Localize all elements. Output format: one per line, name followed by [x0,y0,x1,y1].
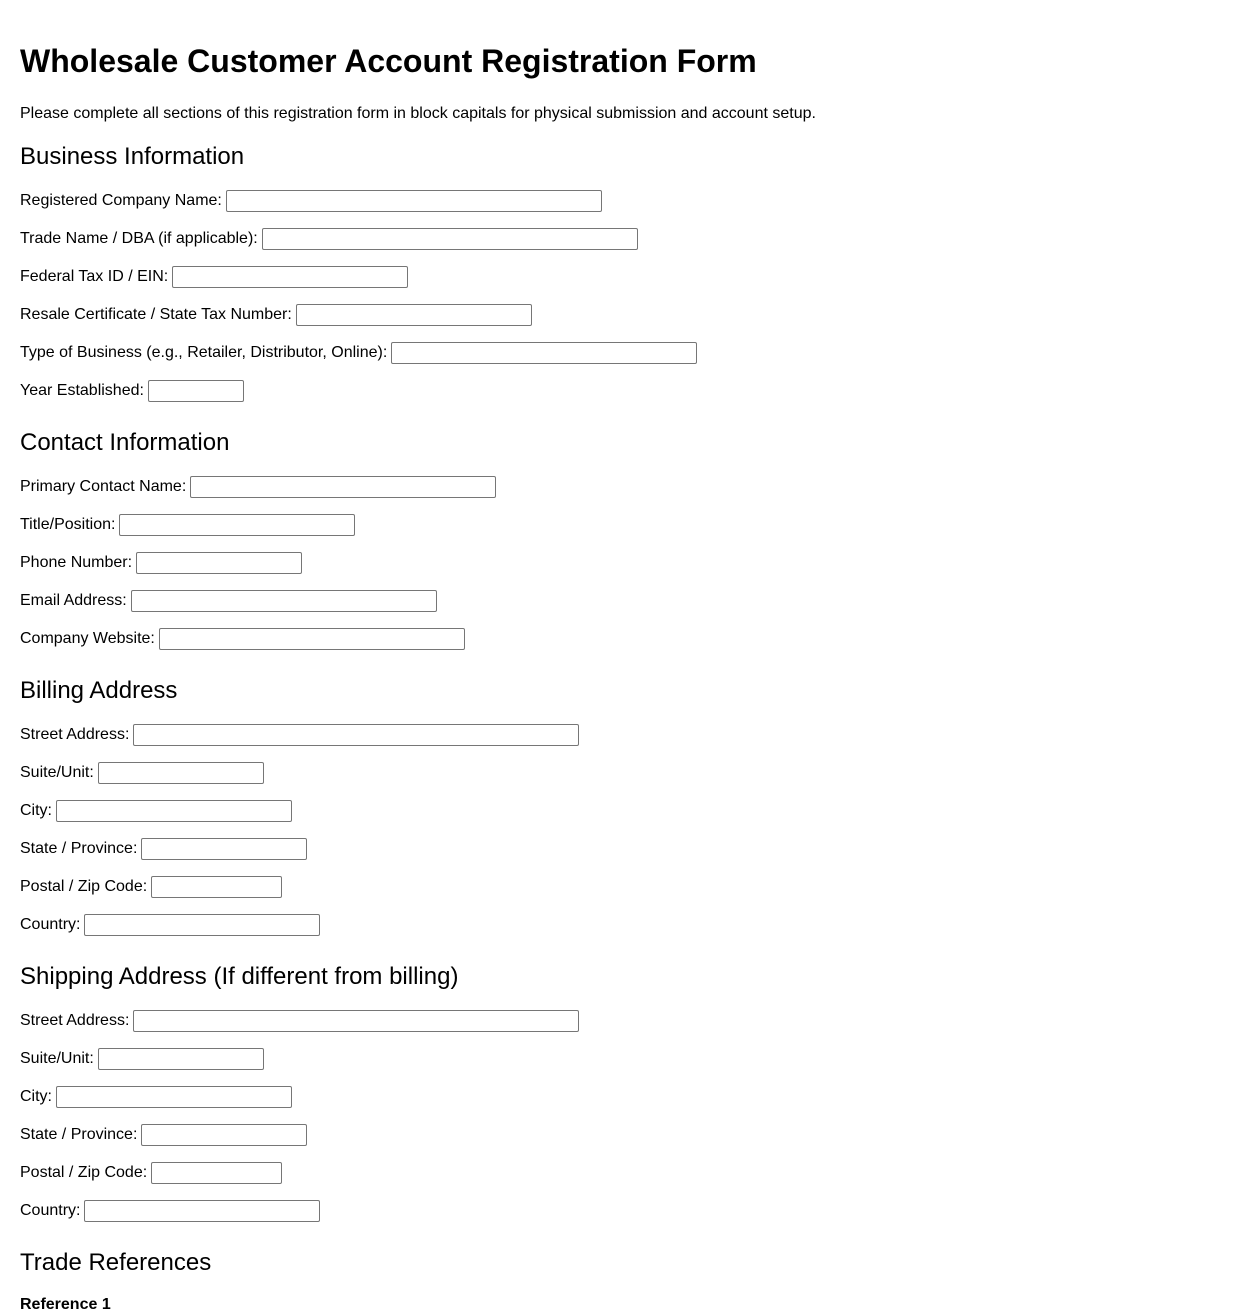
shipping-street-label: Street Address: [20,1012,130,1029]
billing-address-fields [20,716,1227,944]
primary-contact-label: Primary Contact Name: [20,478,187,495]
shipping-postal-input[interactable] [151,1162,282,1184]
company-name-label: Registered Company Name: [20,192,222,209]
phone-input[interactable] [136,552,302,574]
business-type-label: Type of Business (e.g., Retailer, Distributor, Online): [20,344,388,361]
trade-references-heading: Trade References [20,1249,212,1276]
year-established-row [20,372,1227,410]
shipping-address-fields [20,1002,1227,1230]
email-row [20,582,1227,620]
shipping-postal-row [20,1154,1227,1192]
title-position-row [20,506,1227,544]
company-name-input[interactable] [226,190,602,212]
billing-address-heading: Billing Address [20,677,178,704]
billing-city-label: City: [20,802,52,819]
website-row [20,620,1227,658]
shipping-street-input[interactable] [133,1010,579,1032]
billing-postal-label: Postal / Zip Code: [20,878,148,895]
email-label: Email Address: [20,592,127,609]
company-name-row [20,182,1227,220]
form-intro: Please complete all sections of this registration form in block capitals for physical submission and account setup. [20,105,816,122]
tax-id-row [20,258,1227,296]
shipping-city-input[interactable] [56,1086,292,1108]
phone-label: Phone Number: [20,554,133,571]
tax-id-label: Federal Tax ID / EIN: [20,268,169,285]
shipping-city-label: City: [20,1088,52,1105]
shipping-country-label: Country: [20,1202,81,1219]
billing-postal-input[interactable] [151,876,282,898]
business-type-input[interactable] [391,342,697,364]
year-established-input[interactable] [148,380,244,402]
title-position-input[interactable] [119,514,355,536]
shipping-street-row [20,1002,1227,1040]
shipping-address-heading: Shipping Address (If different from billing) [20,963,459,990]
website-label: Company Website: [20,630,155,647]
billing-state-label: State / Province: [20,840,138,857]
contact-info-fields [20,468,1227,658]
billing-country-row [20,906,1227,944]
business-type-row [20,334,1227,372]
billing-state-row [20,830,1227,868]
trade-name-input[interactable] [262,228,638,250]
primary-contact-row [20,468,1227,506]
title-position-label: Title/Position: [20,516,116,533]
billing-suite-label: Suite/Unit: [20,764,94,781]
billing-city-row [20,792,1227,830]
shipping-state-input[interactable] [141,1124,307,1146]
billing-suite-input[interactable] [98,762,264,784]
form-title: Wholesale Customer Account Registration Form [20,43,757,79]
billing-city-input[interactable] [56,800,292,822]
shipping-suite-label: Suite/Unit: [20,1050,94,1067]
shipping-city-row [20,1078,1227,1116]
reference-1-heading: Reference 1 [20,1296,111,1313]
contact-info-heading: Contact Information [20,429,230,456]
billing-street-input[interactable] [133,724,579,746]
resale-cert-row [20,296,1227,334]
billing-country-input[interactable] [84,914,320,936]
email-input[interactable] [131,590,437,612]
shipping-country-row [20,1192,1227,1230]
billing-street-row [20,716,1227,754]
billing-state-input[interactable] [141,838,307,860]
tax-id-input[interactable] [172,266,408,288]
business-info-fields [20,182,1227,410]
year-established-label: Year Established: [20,382,144,399]
shipping-state-label: State / Province: [20,1126,138,1143]
phone-row [20,544,1227,582]
billing-street-label: Street Address: [20,726,130,743]
resale-cert-label: Resale Certificate / State Tax Number: [20,306,292,323]
billing-country-label: Country: [20,916,81,933]
billing-postal-row [20,868,1227,906]
website-input[interactable] [159,628,465,650]
resale-cert-input[interactable] [296,304,532,326]
business-info-heading: Business Information [20,143,245,170]
shipping-state-row [20,1116,1227,1154]
shipping-country-input[interactable] [84,1200,320,1222]
shipping-suite-input[interactable] [98,1048,264,1070]
shipping-postal-label: Postal / Zip Code: [20,1164,148,1181]
primary-contact-input[interactable] [190,476,496,498]
trade-name-row [20,220,1227,258]
shipping-suite-row [20,1040,1227,1078]
billing-suite-row [20,754,1227,792]
trade-name-label: Trade Name / DBA (if applicable): [20,230,258,247]
